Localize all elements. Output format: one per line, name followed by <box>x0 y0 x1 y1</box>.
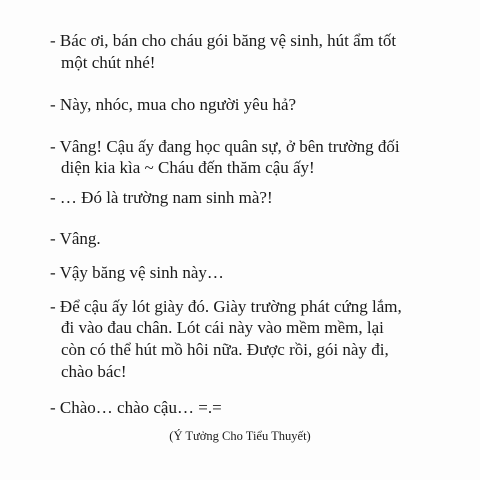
footer-caption: (Ý Tưởng Cho Tiểu Thuyết) <box>169 429 311 443</box>
dialogue-line: - Bác ơi, bán cho cháu gói băng vệ sinh, hút ẩm tốt <box>50 31 397 50</box>
dialogue-line: - Để cậu ấy lót giày đó. Giày trường phát cứng lắm, <box>50 297 402 316</box>
dialogue-line: chào bác! <box>61 362 127 381</box>
dialogue-line: đi vào đau chân. Lót cái này vào mềm mềm, lại <box>61 318 384 337</box>
dialogue-line: - Vâng. <box>50 229 101 248</box>
dialogue-line: còn có thể hút mồ hôi nữa. Được rồi, gói này đi, <box>61 340 389 359</box>
dialogue-line: - … Đó là trường nam sinh mà?! <box>50 188 273 207</box>
dialogue-line: - Này, nhóc, mua cho người yêu hả? <box>50 95 297 114</box>
dialogue-line: - Vậy băng vệ sinh này… <box>50 263 224 282</box>
dialogue-line: diện kia kìa ~ Cháu đến thăm cậu ấy! <box>61 158 315 177</box>
dialogue-line: - Vâng! Cậu ấy đang học quân sự, ở bên trường đối <box>50 137 400 156</box>
dialogue-line: - Chào… chào cậu… =.= <box>50 398 222 417</box>
dialogue-line: một chút nhé! <box>61 53 156 72</box>
